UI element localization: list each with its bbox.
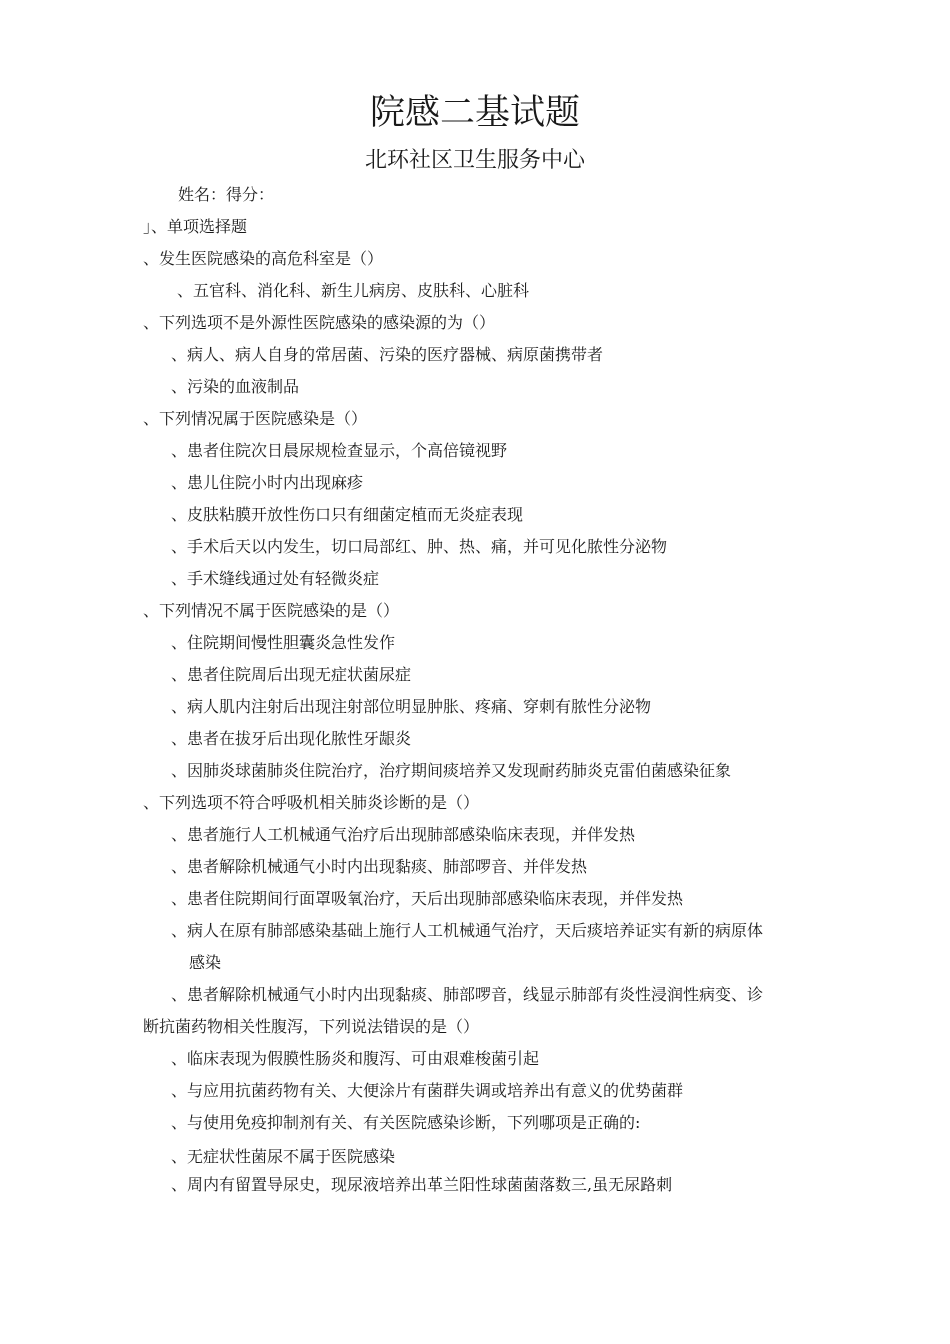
- student-info-line: 姓名：得分：: [178, 185, 275, 204]
- question-line: 、下列选项不符合呼吸机相关肺炎诊断的是（）: [143, 793, 480, 812]
- option-line: 、患者住院周后出现无症状菌尿症: [171, 665, 412, 684]
- document-subtitle: 北环社区卫生服务中心: [364, 148, 585, 173]
- document-title: 院感二基试题: [369, 93, 580, 133]
- option-line: 、与应用抗菌药物有关、大便涂片有菌群失调或培养出有意义的优势菌群: [171, 1081, 684, 1100]
- option-line: 、病人肌内注射后出现注射部位明显肿胀、疼痛、穿刺有脓性分泌物: [171, 697, 652, 716]
- option-line: 、患者住院期间行面罩吸氧治疗，天后出现肺部感染临床表现，并伴发热: [171, 889, 684, 908]
- option-line: 、患者施行人工机械通气治疗后出现肺部感染临床表现，并伴发热: [171, 825, 636, 844]
- option-line-continuation: 感染: [189, 953, 222, 972]
- option-line: 、患者解除机械通气小时内出现黏痰、肺部啰音、并伴发热: [171, 857, 588, 876]
- section-heading: 」、单项选择题: [143, 217, 248, 236]
- option-line: 、周内有留置导尿史，现尿液培养出革兰阳性球菌菌落数三,虽无尿路刺: [171, 1175, 673, 1194]
- option-line: 、患者在拔牙后出现化脓性牙龈炎: [171, 729, 412, 748]
- option-line: 、患者住院次日晨尿规检查显示，个高倍镜视野: [171, 441, 508, 460]
- option-line: 、病人、病人自身的常居菌、污染的医疗器械、病原菌携带者: [171, 345, 604, 364]
- option-line: 、五官科、消化科、新生儿病房、皮肤科、心脏科: [177, 281, 530, 300]
- option-line: 、与使用免疫抑制剂有关、有关医院感染诊断，下列哪项是正确的:: [171, 1113, 641, 1132]
- option-line: 、临床表现为假膜性肠炎和腹泻、可由艰难梭菌引起: [171, 1049, 540, 1068]
- option-line: 、污染的血液制品: [171, 377, 300, 396]
- option-line: 、手术缝线通过处有轻微炎症: [171, 569, 380, 588]
- option-line: 、手术后天以内发生，切口局部红、肿、热、痛，并可见化脓性分泌物: [171, 537, 668, 556]
- question-line: 、发生医院感染的高危科室是（）: [143, 249, 384, 268]
- question-line: 断抗菌药物相关性腹泻，下列说法错误的是（）: [143, 1017, 480, 1036]
- option-line: 、因肺炎球菌肺炎住院治疗，治疗期间痰培养又发现耐药肺炎克雷伯菌感染征象: [171, 761, 732, 780]
- option-line: 、皮肤粘膜开放性伤口只有细菌定植而无炎症表现: [171, 505, 524, 524]
- option-line: 、无症状性菌尿不属于医院感染: [171, 1147, 396, 1166]
- option-line: 、病人在原有肺部感染基础上施行人工机械通气治疗，天后痰培养证实有新的病原体: [171, 921, 764, 940]
- option-line: 、患儿住院小时内出现麻疹: [171, 473, 364, 492]
- question-line: 、下列选项不是外源性医院感染的感染源的为（）: [143, 313, 496, 332]
- question-line: 、下列情况属于医院感染是（）: [143, 409, 368, 428]
- question-line: 、下列情况不属于医院感染的是（）: [143, 601, 400, 620]
- option-line: 、患者解除机械通气小时内出现黏痰、肺部啰音，线显示肺部有炎性浸润性病变、诊: [171, 985, 764, 1004]
- option-line: 、住院期间慢性胆囊炎急性发作: [171, 633, 396, 652]
